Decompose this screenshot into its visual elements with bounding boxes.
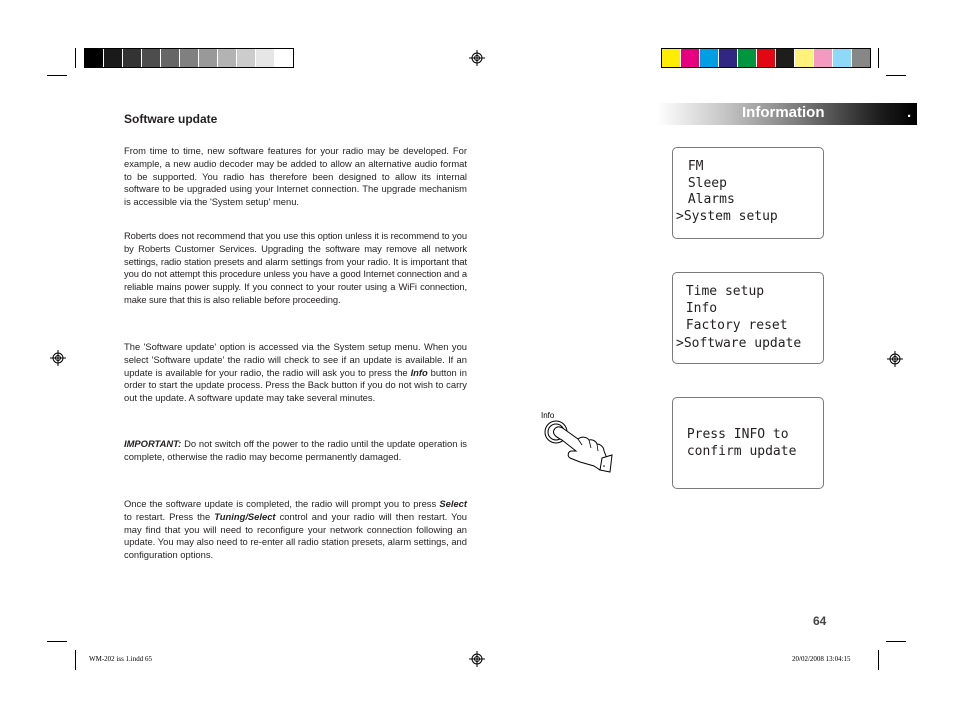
calibration-swatch [123,49,142,67]
calibration-swatch [852,49,870,67]
calibration-swatch [738,49,757,67]
calibration-swatch [795,49,814,67]
lcd-line: confirm update [679,444,797,459]
registration-mark-bottom-icon [469,651,485,667]
section-banner-title: Information [742,104,825,121]
select-button-ref: Select [439,498,467,509]
lcd-line: Factory reset [678,318,788,333]
info-button-label: Info [541,411,555,420]
lcd-line: FM [680,159,704,174]
lcd-system-setup-menu [672,272,824,364]
crop-mark-top-left-h [47,75,67,76]
tuning-select-ref: Tuning/Select [214,510,276,522]
text: to restart. Press the [124,510,215,522]
text: Once the software update is completed, the radio will prompt you to press [124,498,440,509]
lcd-confirm-update [672,397,824,489]
crop-mark-bottom-right-h [886,641,906,642]
section-banner-dot: . [907,104,912,121]
registration-mark-left-icon [50,350,66,366]
lcd-line: Sleep [680,176,727,191]
paragraph-restart [124,498,467,562]
calibration-swatch [180,49,199,67]
crop-mark-bottom-right-v [878,650,879,670]
crop-mark-top-right-h [886,75,906,76]
text: Do not switch off the power to the radio until the update operation is complete, otherwise the radio may become permanently damaged. [124,438,467,462]
calibration-swatch [218,49,237,67]
finger-pressing-button-icon [540,418,614,476]
lcd-line: Alarms [680,192,735,207]
paragraph-intro: From time to time, new software features for your radio may be developed. For example, a new audio decoder may be added to allow an alternative audio format to be supported. You radio has therefore been designed to allow its internal software to be upgraded using your Internet connection. The upgrade mechanism is accessible via the 'System setup' menu. [124,145,467,208]
lcd-line-selected: >Software update [676,336,802,351]
slug-timestamp: 20/02/2008 13:04:15 [792,655,851,663]
paragraph-procedure [124,341,467,405]
slug-file-name: WM-202 iss 1.indd 65 [89,655,152,663]
registration-mark-right-icon [887,351,903,367]
calibration-swatch [161,49,180,67]
text: button in order to start the update process. Press the Back button if you do not wish to carry out the update. A software update may take several minutes. [124,366,467,404]
calibration-swatch [719,49,738,67]
calibration-swatch [85,49,104,67]
text: The 'Software update' option is accessed via the System setup menu. When you select 'Software update' the radio will check to see if an update is available. If an update is available for your radio, the radio will ask you to press the [124,341,467,378]
info-button-ref: Info [410,366,428,378]
crop-mark-bottom-left-v [75,650,76,670]
calibration-swatch [662,49,681,67]
crop-mark-top-left-v [75,48,76,68]
page-number: 64 [813,614,827,628]
calibration-swatch [814,49,833,67]
calibration-swatch [199,49,218,67]
calibration-swatch [681,49,700,67]
calibration-swatch [104,49,123,67]
lcd-line-selected: >System setup [676,209,778,224]
important-label: IMPORTANT: [124,438,182,449]
color-calibration-bar [661,48,871,68]
calibration-swatch [776,49,795,67]
calibration-swatch [757,49,776,67]
calibration-swatch [833,49,852,67]
grayscale-calibration-bar [84,48,294,68]
calibration-swatch [275,49,293,67]
paragraph-important [124,438,467,464]
paragraph-warning: Roberts does not recommend that you use this option unless it is recommend to you by Roberts Customer Services. Upgrading the software may remove all network settings, radio station presets and alarm settings from your radio. It is important that you do not attempt this procedure unless you have a good Internet connection and a reliable mains power supply. If you connect to your router using a WiFi connection, make sure that this is also reliable before proceeding. [124,230,467,305]
calibration-swatch [237,49,256,67]
lcd-system-menu [672,147,824,239]
page-heading: Software update [124,112,218,126]
crop-mark-bottom-left-h [47,641,67,642]
crop-mark-top-right-v [878,48,879,68]
calibration-swatch [256,49,275,67]
text: control and your radio will then restart. You may find that you will need to reconfigure your network connection following an update. You may also need to re-enter all radio station presets, alarm settings, and configuration options. [124,510,467,561]
calibration-swatch [700,49,719,67]
registration-mark-top-icon [469,50,485,66]
lcd-line: Time setup [678,284,765,299]
calibration-swatch [142,49,161,67]
lcd-line: Info [678,301,718,316]
lcd-line: Press INFO to [679,427,789,442]
